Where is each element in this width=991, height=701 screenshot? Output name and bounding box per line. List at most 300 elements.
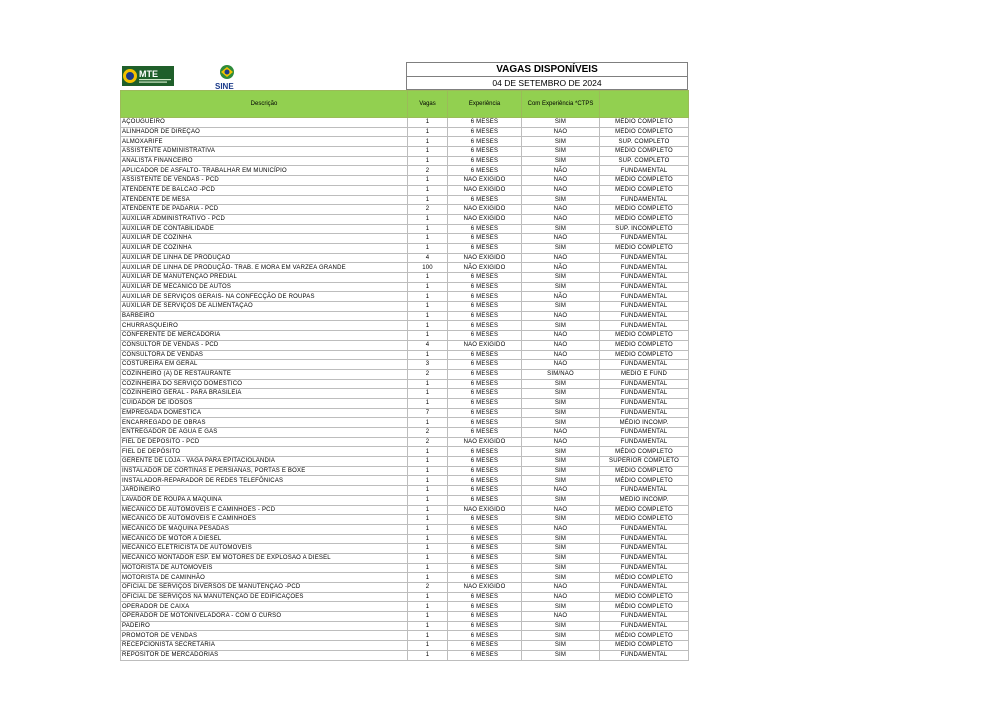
cell-ctps: NÃO [522,127,600,137]
table-row [121,273,689,283]
table-row [121,243,689,253]
table-row [121,583,689,593]
cell-descricao: FIEL DE DEPÓSITO [121,447,408,457]
cell-descricao: FIEL DE DEPÓSITO - PCD [121,437,408,447]
cell-vagas: 1 [408,524,448,534]
table-row [121,166,689,176]
cell-escolaridade: FUNDAMENTAL [600,273,689,283]
cell-escolaridade: FUNDAMENTAL [600,166,689,176]
page-date: 04 DE SETEMBRO DE 2024 [492,78,602,88]
cell-vagas: 1 [408,602,448,612]
cell-ctps: NÃO [522,583,600,593]
cell-ctps: SIM [522,544,600,554]
cell-descricao: ASSISTENTE ADMINISTRATIVA [121,147,408,157]
cell-descricao: ALINHADOR DE DIREÇÃO [121,127,408,137]
cell-descricao: ATENDENTE DE PADARIA - PCD [121,205,408,215]
cell-descricao: OPERADOR DE CAIXA [121,602,408,612]
cell-vagas: 1 [408,534,448,544]
table-row [121,234,689,244]
cell-escolaridade: FUNDAMENTAL [600,234,689,244]
cell-descricao: CONSULTORA DE VENDAS [121,350,408,360]
table-row [121,321,689,331]
cell-escolaridade: MÉDIO E FUND [600,369,689,379]
cell-ctps: SIM [522,408,600,418]
cell-escolaridade: MÉDIO COMPLETO [600,205,689,215]
cell-descricao: AUXILIAR DE COZINHA [121,234,408,244]
cell-vagas: 1 [408,592,448,602]
table-row [121,156,689,166]
table-row [121,369,689,379]
cell-ctps: SIM [522,602,600,612]
cell-ctps: SIM [522,534,600,544]
cell-vagas: 1 [408,350,448,360]
cell-escolaridade: FUNDAMENTAL [600,379,689,389]
cell-vagas: 1 [408,563,448,573]
table-row [121,486,689,496]
table-row [121,563,689,573]
cell-ctps: SIM [522,563,600,573]
cell-vagas: 1 [408,398,448,408]
cell-escolaridade: FUNDAMENTAL [600,563,689,573]
cell-ctps: SIM [522,447,600,457]
cell-escolaridade: MÉDIO COMPLETO [600,641,689,651]
cell-vagas: 1 [408,621,448,631]
cell-experiencia: 6 MESES [448,428,522,438]
vacancies-table [120,90,689,661]
cell-ctps: SIM [522,553,600,563]
table-row [121,505,689,515]
table-row [121,408,689,418]
cell-experiencia: 6 MESES [448,457,522,467]
cell-escolaridade: FUNDAMENTAL [600,486,689,496]
cell-descricao: ENCARREGADO DE OBRAS [121,418,408,428]
cell-descricao: CONFERENTE DE MERCADORIA [121,331,408,341]
cell-vagas: 1 [408,302,448,312]
cell-experiencia: 6 MESES [448,534,522,544]
cell-escolaridade: FUNDAMENTAL [600,553,689,563]
cell-descricao: AUXILIAR DE LINHA DE PRODUÇÃO- TRAB. E MORA EM VARZEA GRANDE [121,263,408,273]
cell-escolaridade: MÉDIO COMPLETO [600,176,689,186]
table-row [121,602,689,612]
cell-escolaridade: MÉDIO COMPLETO [600,592,689,602]
cell-experiencia: 6 MESES [448,418,522,428]
cell-experiencia: NÃO EXIGIDO [448,340,522,350]
cell-experiencia: 6 MESES [448,631,522,641]
cell-experiencia: 6 MESES [448,389,522,399]
cell-ctps: SIM [522,195,600,205]
cell-experiencia: 6 MESES [448,369,522,379]
cell-escolaridade: MÉDIO COMPLETO [600,243,689,253]
cell-descricao: PROMOTOR DE VENDAS [121,631,408,641]
header-descricao: Descrição [121,91,408,118]
cell-vagas: 1 [408,466,448,476]
cell-ctps: NÃO [522,253,600,263]
cell-ctps: NÃO [522,360,600,370]
cell-experiencia: 6 MESES [448,524,522,534]
cell-experiencia: 6 MESES [448,544,522,554]
table-row [121,214,689,224]
cell-ctps: NÃO [522,263,600,273]
cell-vagas: 4 [408,253,448,263]
table-row [121,379,689,389]
cell-experiencia: 6 MESES [448,282,522,292]
cell-escolaridade: FUNDAMENTAL [600,583,689,593]
cell-vagas: 1 [408,147,448,157]
cell-escolaridade: MÉDIO COMPLETO [600,476,689,486]
cell-descricao: ANALISTA FINANCEIRO [121,156,408,166]
cell-experiencia: NÃO EXIGIDO [448,253,522,263]
cell-experiencia: 6 MESES [448,379,522,389]
cell-vagas: 2 [408,205,448,215]
table-row [121,331,689,341]
mte-logo [122,66,174,86]
cell-escolaridade: FUNDAMENTAL [600,302,689,312]
table-row [121,457,689,467]
cell-vagas: 7 [408,408,448,418]
table-row [121,534,689,544]
cell-ctps: SIM [522,418,600,428]
cell-experiencia: 6 MESES [448,118,522,128]
page-title: VAGAS DISPONÍVEIS [407,63,687,77]
cell-escolaridade: MÉDIO COMPLETO [600,631,689,641]
cell-vagas: 100 [408,263,448,273]
table-row [121,553,689,563]
cell-descricao: MECÂNICO DE MÁQUINA PESADAS [121,524,408,534]
cell-vagas: 1 [408,553,448,563]
cell-experiencia: 6 MESES [448,641,522,651]
cell-experiencia: 6 MESES [448,408,522,418]
cell-ctps: NÃO [522,350,600,360]
cell-escolaridade: MÉDIO INCOMP. [600,495,689,505]
cell-vagas: 2 [408,166,448,176]
cell-vagas: 1 [408,234,448,244]
table-row [121,350,689,360]
table-row [121,195,689,205]
cell-ctps: SIM [522,495,600,505]
cell-ctps: SIM [522,466,600,476]
cell-descricao: OFICIAL DE SERVIÇOS NA MANUTENÇÃO DE EDIFICAÇÕES [121,592,408,602]
cell-descricao: OFICIAL DE SERVIÇOS DIVERSOS DE MANUTENÇÃO -PCD [121,583,408,593]
cell-descricao: MECÂNICO ELETRICISTA DE AUTOMÓVEIS [121,544,408,554]
table-row [121,360,689,370]
cell-descricao: ASSISTENTE DE VENDAS - PCD [121,176,408,186]
cell-descricao: COZINHEIRO (A) DE RESTAURANTE [121,369,408,379]
cell-descricao: ATENDENTE DE MESA [121,195,408,205]
table-row [121,447,689,457]
title-box [406,62,688,90]
cell-vagas: 1 [408,418,448,428]
cell-escolaridade: FUNDAMENTAL [600,282,689,292]
table-row [121,515,689,525]
cell-escolaridade: SUP. INCOMPLETO [600,224,689,234]
cell-escolaridade: MÉDIO COMPLETO [600,185,689,195]
cell-experiencia: 6 MESES [448,243,522,253]
cell-escolaridade: MÉDIO COMPLETO [600,573,689,583]
cell-descricao: LAVADOR DE ROUPA A MAQUINA [121,495,408,505]
cell-escolaridade: FUNDAMENTAL [600,612,689,622]
cell-escolaridade: MÉDIO INCOMP. [600,418,689,428]
cell-descricao: REPOSITOR DE MERCADORIAS [121,650,408,660]
cell-descricao: AÇOUGUEIRO [121,118,408,128]
cell-escolaridade: MÉDIO COMPLETO [600,515,689,525]
cell-experiencia: 6 MESES [448,476,522,486]
cell-descricao: AUXILIAR DE CONTABILIDADE [121,224,408,234]
cell-experiencia: NÃO EXIGIDO [448,185,522,195]
cell-descricao: JARDINEIRO [121,486,408,496]
cell-experiencia: 6 MESES [448,621,522,631]
cell-escolaridade: FUNDAMENTAL [600,650,689,660]
cell-ctps: NÃO [522,524,600,534]
table-row [121,205,689,215]
table-row [121,147,689,157]
cell-escolaridade: FUNDAMENTAL [600,524,689,534]
cell-descricao: AUXILIAR DE SERVIÇOS DE ALIMENTAÇÃO [121,302,408,312]
cell-escolaridade: FUNDAMENTAL [600,389,689,399]
cell-vagas: 1 [408,389,448,399]
cell-vagas: 1 [408,127,448,137]
cell-experiencia: NÃO EXIGIDO [448,205,522,215]
cell-escolaridade: SUP. COMPLETO [600,137,689,147]
table-row [121,428,689,438]
sine-logo-text: SINE [215,82,234,90]
cell-vagas: 1 [408,195,448,205]
header-vagas: Vagas [408,91,448,118]
cell-ctps: NÃO [522,214,600,224]
cell-ctps: NÃO [522,340,600,350]
cell-ctps: NÃO [522,234,600,244]
cell-vagas: 1 [408,214,448,224]
cell-descricao: INSTALADOR DE CORTINAS E PERSIANAS, PORTAS E BOXE [121,466,408,476]
cell-ctps: SIM [522,147,600,157]
table-row [121,282,689,292]
cell-vagas: 1 [408,515,448,525]
cell-experiencia: 6 MESES [448,137,522,147]
cell-ctps: SIM [522,273,600,283]
cell-descricao: AUXILIAR DE COZINHA [121,243,408,253]
cell-experiencia: 6 MESES [448,573,522,583]
cell-escolaridade: FUNDAMENTAL [600,195,689,205]
cell-descricao: ALMOXARIFE [121,137,408,147]
cell-ctps: SIM [522,476,600,486]
cell-escolaridade: FUNDAMENTAL [600,292,689,302]
cell-ctps: SIM [522,573,600,583]
cell-ctps: SIM [522,389,600,399]
cell-experiencia: 6 MESES [448,166,522,176]
cell-experiencia: 6 MESES [448,156,522,166]
cell-experiencia: NÃO EXIGIDO [448,263,522,273]
cell-descricao: AUXILIAR DE LINHA DE PRODUÇÃO [121,253,408,263]
table-row [121,524,689,534]
cell-vagas: 1 [408,321,448,331]
cell-descricao: EMPREGADA DOMÉSTICA [121,408,408,418]
table-row [121,612,689,622]
cell-ctps: SIM [522,156,600,166]
cell-ctps: SIM [522,631,600,641]
cell-experiencia: 6 MESES [448,515,522,525]
cell-escolaridade: MÉDIO COMPLETO [600,214,689,224]
table-row [121,224,689,234]
cell-experiencia: NÃO EXIGIDO [448,176,522,186]
cell-vagas: 2 [408,437,448,447]
cell-experiencia: 6 MESES [448,447,522,457]
cell-escolaridade: SUPERIOR COMPLETO [600,457,689,467]
table-row [121,176,689,186]
cell-experiencia: 6 MESES [448,321,522,331]
cell-vagas: 1 [408,118,448,128]
table-row [121,185,689,195]
table-row [121,592,689,602]
cell-vagas: 1 [408,612,448,622]
cell-descricao: MOTORISTA DE CAMINHÃO [121,573,408,583]
sheet-header [120,62,688,90]
logos-area [120,62,406,90]
cell-descricao: MECÂNICO DE MOTOR A DIESEL [121,534,408,544]
cell-descricao: AUXILIAR ADMINISTRATIVO - PCD [121,214,408,224]
cell-experiencia: 6 MESES [448,592,522,602]
cell-experiencia: 6 MESES [448,331,522,341]
cell-descricao: RECEPCIONISTA SECRETÁRIA [121,641,408,651]
cell-ctps: SIM [522,137,600,147]
cell-descricao: ENTREGADOR DE ÁGUA E GÁS [121,428,408,438]
cell-vagas: 2 [408,369,448,379]
cell-vagas: 1 [408,185,448,195]
cell-vagas: 1 [408,495,448,505]
cell-experiencia: NÃO EXIGIDO [448,437,522,447]
cell-experiencia: 6 MESES [448,311,522,321]
table-row [121,631,689,641]
cell-escolaridade: MÉDIO COMPLETO [600,127,689,137]
cell-escolaridade: FUNDAMENTAL [600,621,689,631]
table-row [121,398,689,408]
cell-experiencia: 6 MESES [448,292,522,302]
cell-vagas: 1 [408,650,448,660]
mte-logo-text: MTE [139,69,158,79]
cell-vagas: 1 [408,156,448,166]
table-row [121,253,689,263]
cell-descricao: APLICADOR DE ASFALTO- TRABALHAR EM MUNICÍPIO [121,166,408,176]
cell-ctps: SIM [522,515,600,525]
cell-escolaridade: FUNDAMENTAL [600,437,689,447]
cell-vagas: 1 [408,457,448,467]
cell-escolaridade: FUNDAMENTAL [600,311,689,321]
cell-vagas: 1 [408,476,448,486]
cell-escolaridade: MÉDIO COMPLETO [600,466,689,476]
cell-escolaridade: FUNDAMENTAL [600,534,689,544]
cell-descricao: CUIDADOR DE IDOSOS [121,398,408,408]
cell-ctps: SIM [522,321,600,331]
header-experiencia: Experiência [448,91,522,118]
cell-vagas: 3 [408,360,448,370]
cell-descricao: OPERADOR DE MOTONIVELADORA - COM O CURSO [121,612,408,622]
table-body [121,118,689,661]
cell-vagas: 1 [408,176,448,186]
cell-experiencia: NÃO EXIGIDO [448,583,522,593]
cell-escolaridade: MÉDIO COMPLETO [600,350,689,360]
cell-experiencia: 6 MESES [448,224,522,234]
cell-descricao: COZINHEIRO GERAL - PARA BRASILEIA [121,389,408,399]
cell-experiencia: 6 MESES [448,650,522,660]
cell-ctps: NÃO [522,166,600,176]
table-header-row [121,91,689,118]
cell-experiencia: 6 MESES [448,127,522,137]
cell-ctps: NÃO [522,428,600,438]
cell-vagas: 1 [408,243,448,253]
cell-ctps: NÃO [522,292,600,302]
cell-escolaridade: FUNDAMENTAL [600,321,689,331]
table-row [121,650,689,660]
cell-experiencia: 6 MESES [448,486,522,496]
table-row [121,292,689,302]
cell-experiencia: 6 MESES [448,495,522,505]
cell-experiencia: 6 MESES [448,302,522,312]
cell-escolaridade: FUNDAMENTAL [600,408,689,418]
cell-descricao: AUXILIAR DE MECÂNICO DE AUTOS [121,282,408,292]
cell-ctps: SIM [522,302,600,312]
cell-escolaridade: MÉDIO COMPLETO [600,505,689,515]
table-row [121,641,689,651]
table-row [121,466,689,476]
cell-experiencia: 6 MESES [448,602,522,612]
header-com-experiencia: Com Experiência *CTPS [522,91,600,118]
cell-ctps: NÃO [522,331,600,341]
cell-experiencia: 6 MESES [448,612,522,622]
cell-experiencia: 6 MESES [448,466,522,476]
cell-vagas: 1 [408,311,448,321]
cell-vagas: 2 [408,583,448,593]
cell-descricao: MOTORISTA DE AUTOMÓVEIS [121,563,408,573]
cell-vagas: 1 [408,273,448,283]
cell-ctps: SIM/NÃO [522,369,600,379]
table-row [121,137,689,147]
cell-ctps: NÃO [522,185,600,195]
cell-experiencia: NÃO EXIGIDO [448,505,522,515]
job-vacancies-sheet [120,62,688,661]
cell-ctps: NÃO [522,505,600,515]
cell-vagas: 1 [408,292,448,302]
cell-escolaridade: MÉDIO COMPLETO [600,147,689,157]
cell-descricao: AUXILIAR DE SERVIÇOS GERAIS- NA CONFECÇÃO DE ROUPAS [121,292,408,302]
table-row [121,621,689,631]
cell-escolaridade: MÉDIO COMPLETO [600,331,689,341]
table-row [121,418,689,428]
cell-ctps: NÃO [522,176,600,186]
cell-descricao: MECÂNICO DE AUTOMÓVEIS E CAMINHÕES [121,515,408,525]
cell-escolaridade: FUNDAMENTAL [600,263,689,273]
cell-ctps: SIM [522,621,600,631]
cell-escolaridade: FUNDAMENTAL [600,544,689,554]
cell-vagas: 1 [408,544,448,554]
cell-experiencia: 6 MESES [448,234,522,244]
table-row [121,389,689,399]
cell-experiencia: 6 MESES [448,350,522,360]
cell-escolaridade: FUNDAMENTAL [600,360,689,370]
table-row [121,118,689,128]
cell-descricao: INSTALADOR-REPARADOR DE REDES TELEFÔNICAS [121,476,408,486]
cell-ctps: NÃO [522,486,600,496]
cell-vagas: 1 [408,447,448,457]
cell-escolaridade: SUP. COMPLETO [600,156,689,166]
cell-descricao: GERENTE DE LOJA - VAGA PARA EPITACIOLÂNDIA [121,457,408,467]
table-row [121,340,689,350]
cell-vagas: 1 [408,631,448,641]
cell-escolaridade: FUNDAMENTAL [600,398,689,408]
cell-ctps: SIM [522,379,600,389]
cell-ctps: SIM [522,398,600,408]
table-row [121,544,689,554]
cell-vagas: 1 [408,486,448,496]
cell-vagas: 2 [408,428,448,438]
cell-vagas: 1 [408,641,448,651]
